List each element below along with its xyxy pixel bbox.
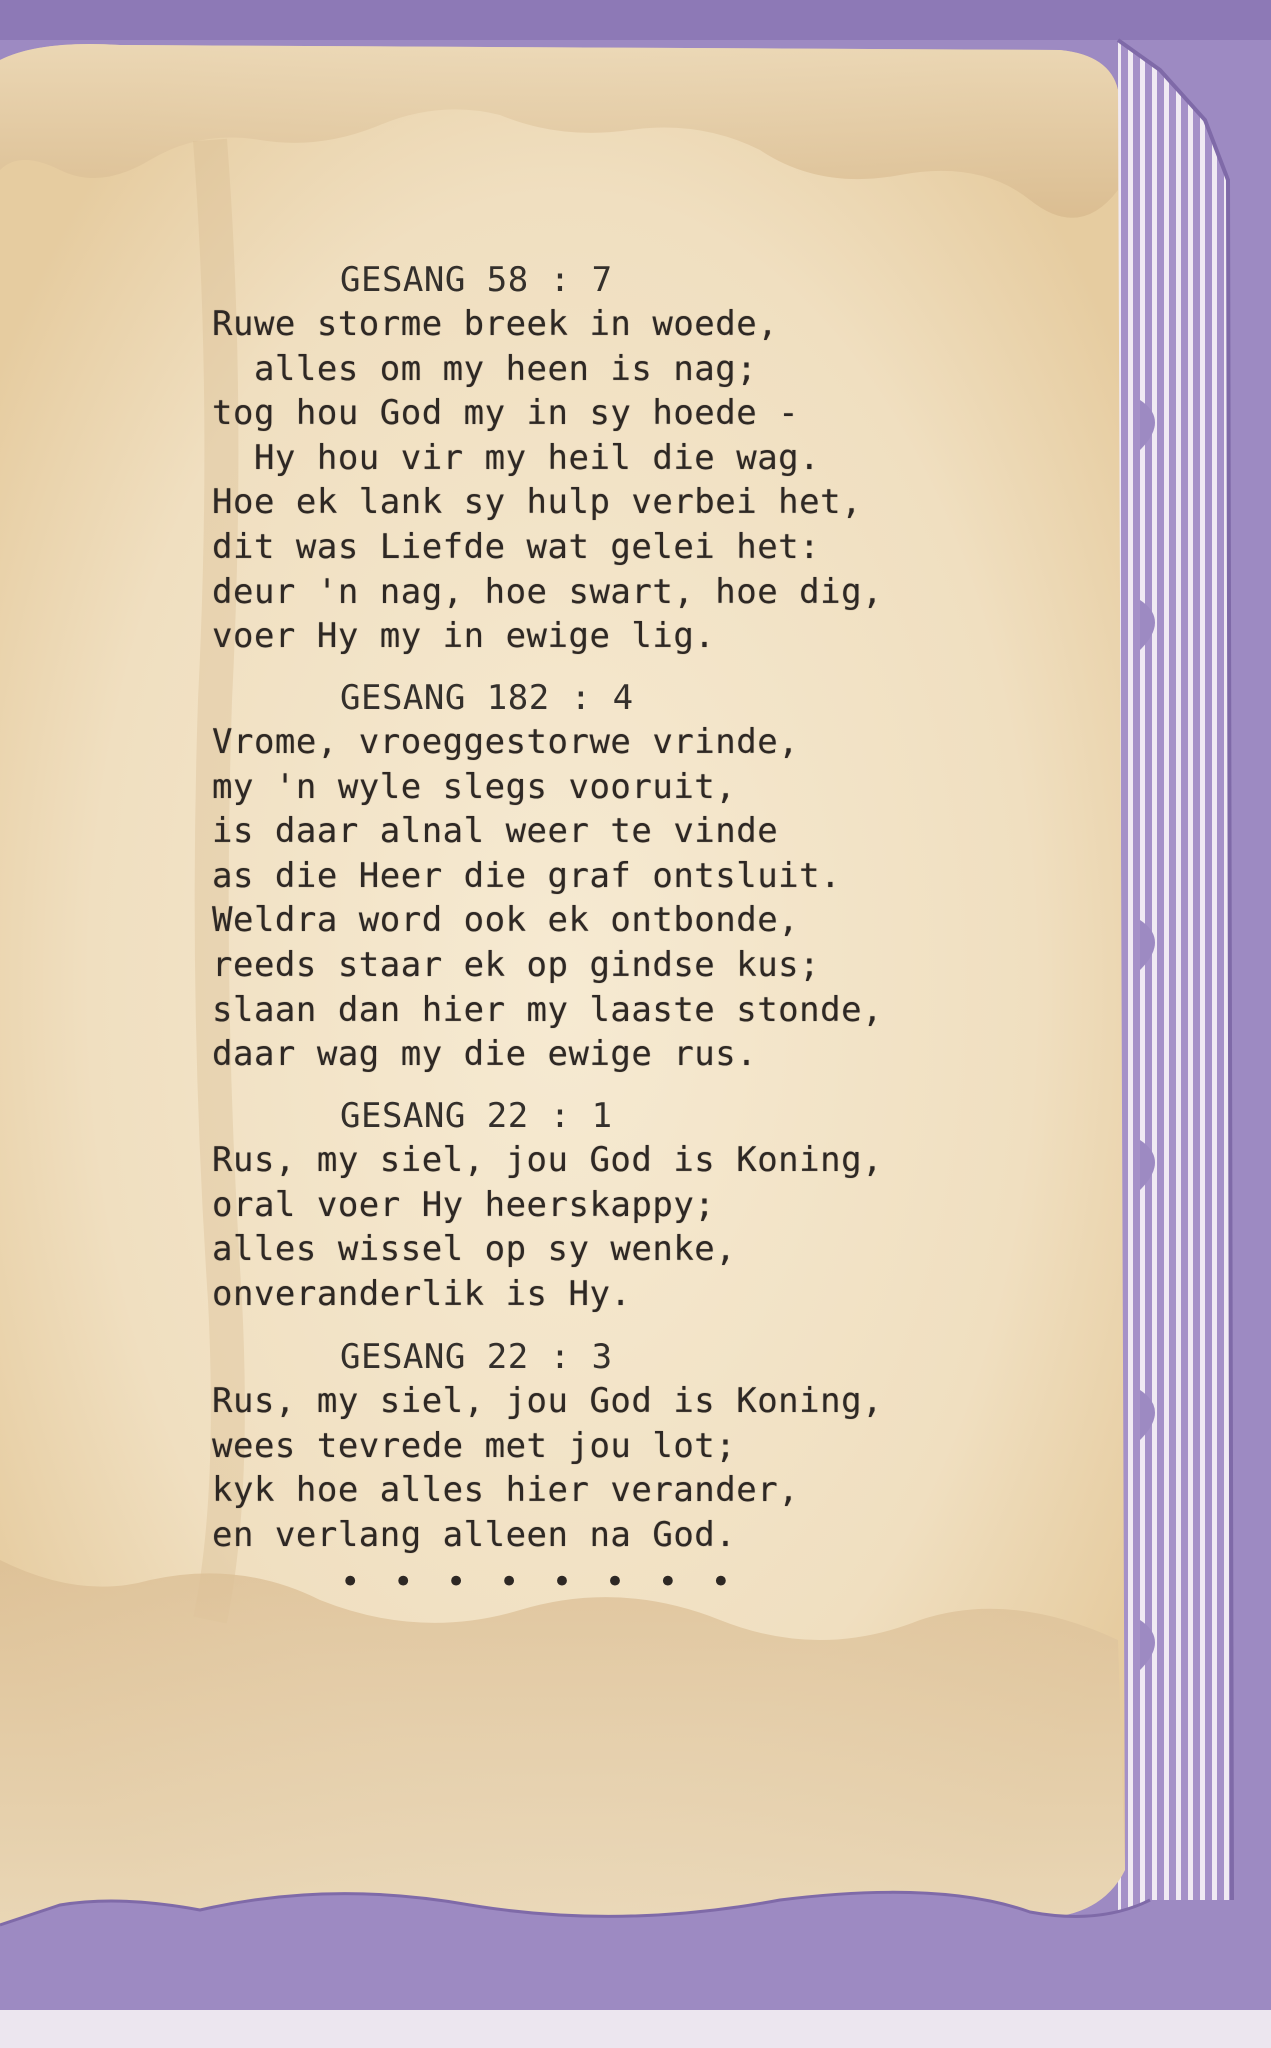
hymn-title: GESANG 22 : 3: [340, 1337, 613, 1377]
hymn-title: GESANG 182 : 4: [340, 678, 634, 718]
verse-line: Rus, my siel, jou God is Koning,: [212, 1140, 884, 1180]
verse-line: daar wag my die ewige rus.: [212, 1034, 758, 1075]
verse-line: as die Heer die graf ontsluit.: [212, 855, 842, 896]
hymn-title: GESANG 22 : 1: [340, 1096, 613, 1136]
verse-line: alles om my heen is nag;: [212, 348, 758, 389]
verse-line: Ruwe storme breek in woede,: [212, 304, 779, 344]
verse-line: tog hou God my in sy hoede -: [212, 393, 800, 434]
verse-line: alles wissel op sy wenke,: [212, 1229, 737, 1270]
verse-line: kyk hoe alles hier verander,: [212, 1470, 800, 1511]
verse-line: deur 'n nag, hoe swart, hoe dig,: [212, 571, 884, 612]
verse-line: onveranderlik is Hy.: [212, 1273, 632, 1314]
hymn-block: [212, 1094, 883, 1316]
verse-line: voer Hy my in ewige lig.: [212, 616, 716, 657]
verse-line: Rus, my siel, jou God is Koning,: [212, 1381, 884, 1421]
verse-line: wees tevrede met jou lot;: [212, 1425, 737, 1466]
verse-line: reeds staar ek op gindse kus;: [212, 944, 821, 985]
verse-line: en verlang alleen na God.: [212, 1514, 737, 1555]
verse-line: oral voer Hy heerskappy;: [212, 1184, 716, 1225]
verse-line: Weldra word ook ek ontbonde,: [212, 900, 800, 941]
verse-line: Vrome, vroeggestorwe vrinde,: [212, 722, 800, 762]
hymn-block: [212, 258, 883, 659]
hymn-title: GESANG 58 : 7: [340, 260, 613, 300]
verse-line: slaan dan hier my laaste stonde,: [212, 989, 884, 1030]
verse-line: Hoe ek lank sy hulp verbei het,: [212, 482, 863, 523]
ending-dots: • • • • • • • •: [340, 1562, 738, 1602]
hymn-block: [212, 676, 883, 1077]
hymn-block: [212, 1335, 883, 1557]
verse-line: my 'n wyle slegs vooruit,: [212, 766, 737, 807]
verse-line: Hy hou vir my heil die wag.: [212, 437, 821, 478]
verse-line: dit was Liefde wat gelei het:: [212, 526, 821, 567]
verse-line: is daar alnal weer te vinde: [212, 811, 779, 852]
